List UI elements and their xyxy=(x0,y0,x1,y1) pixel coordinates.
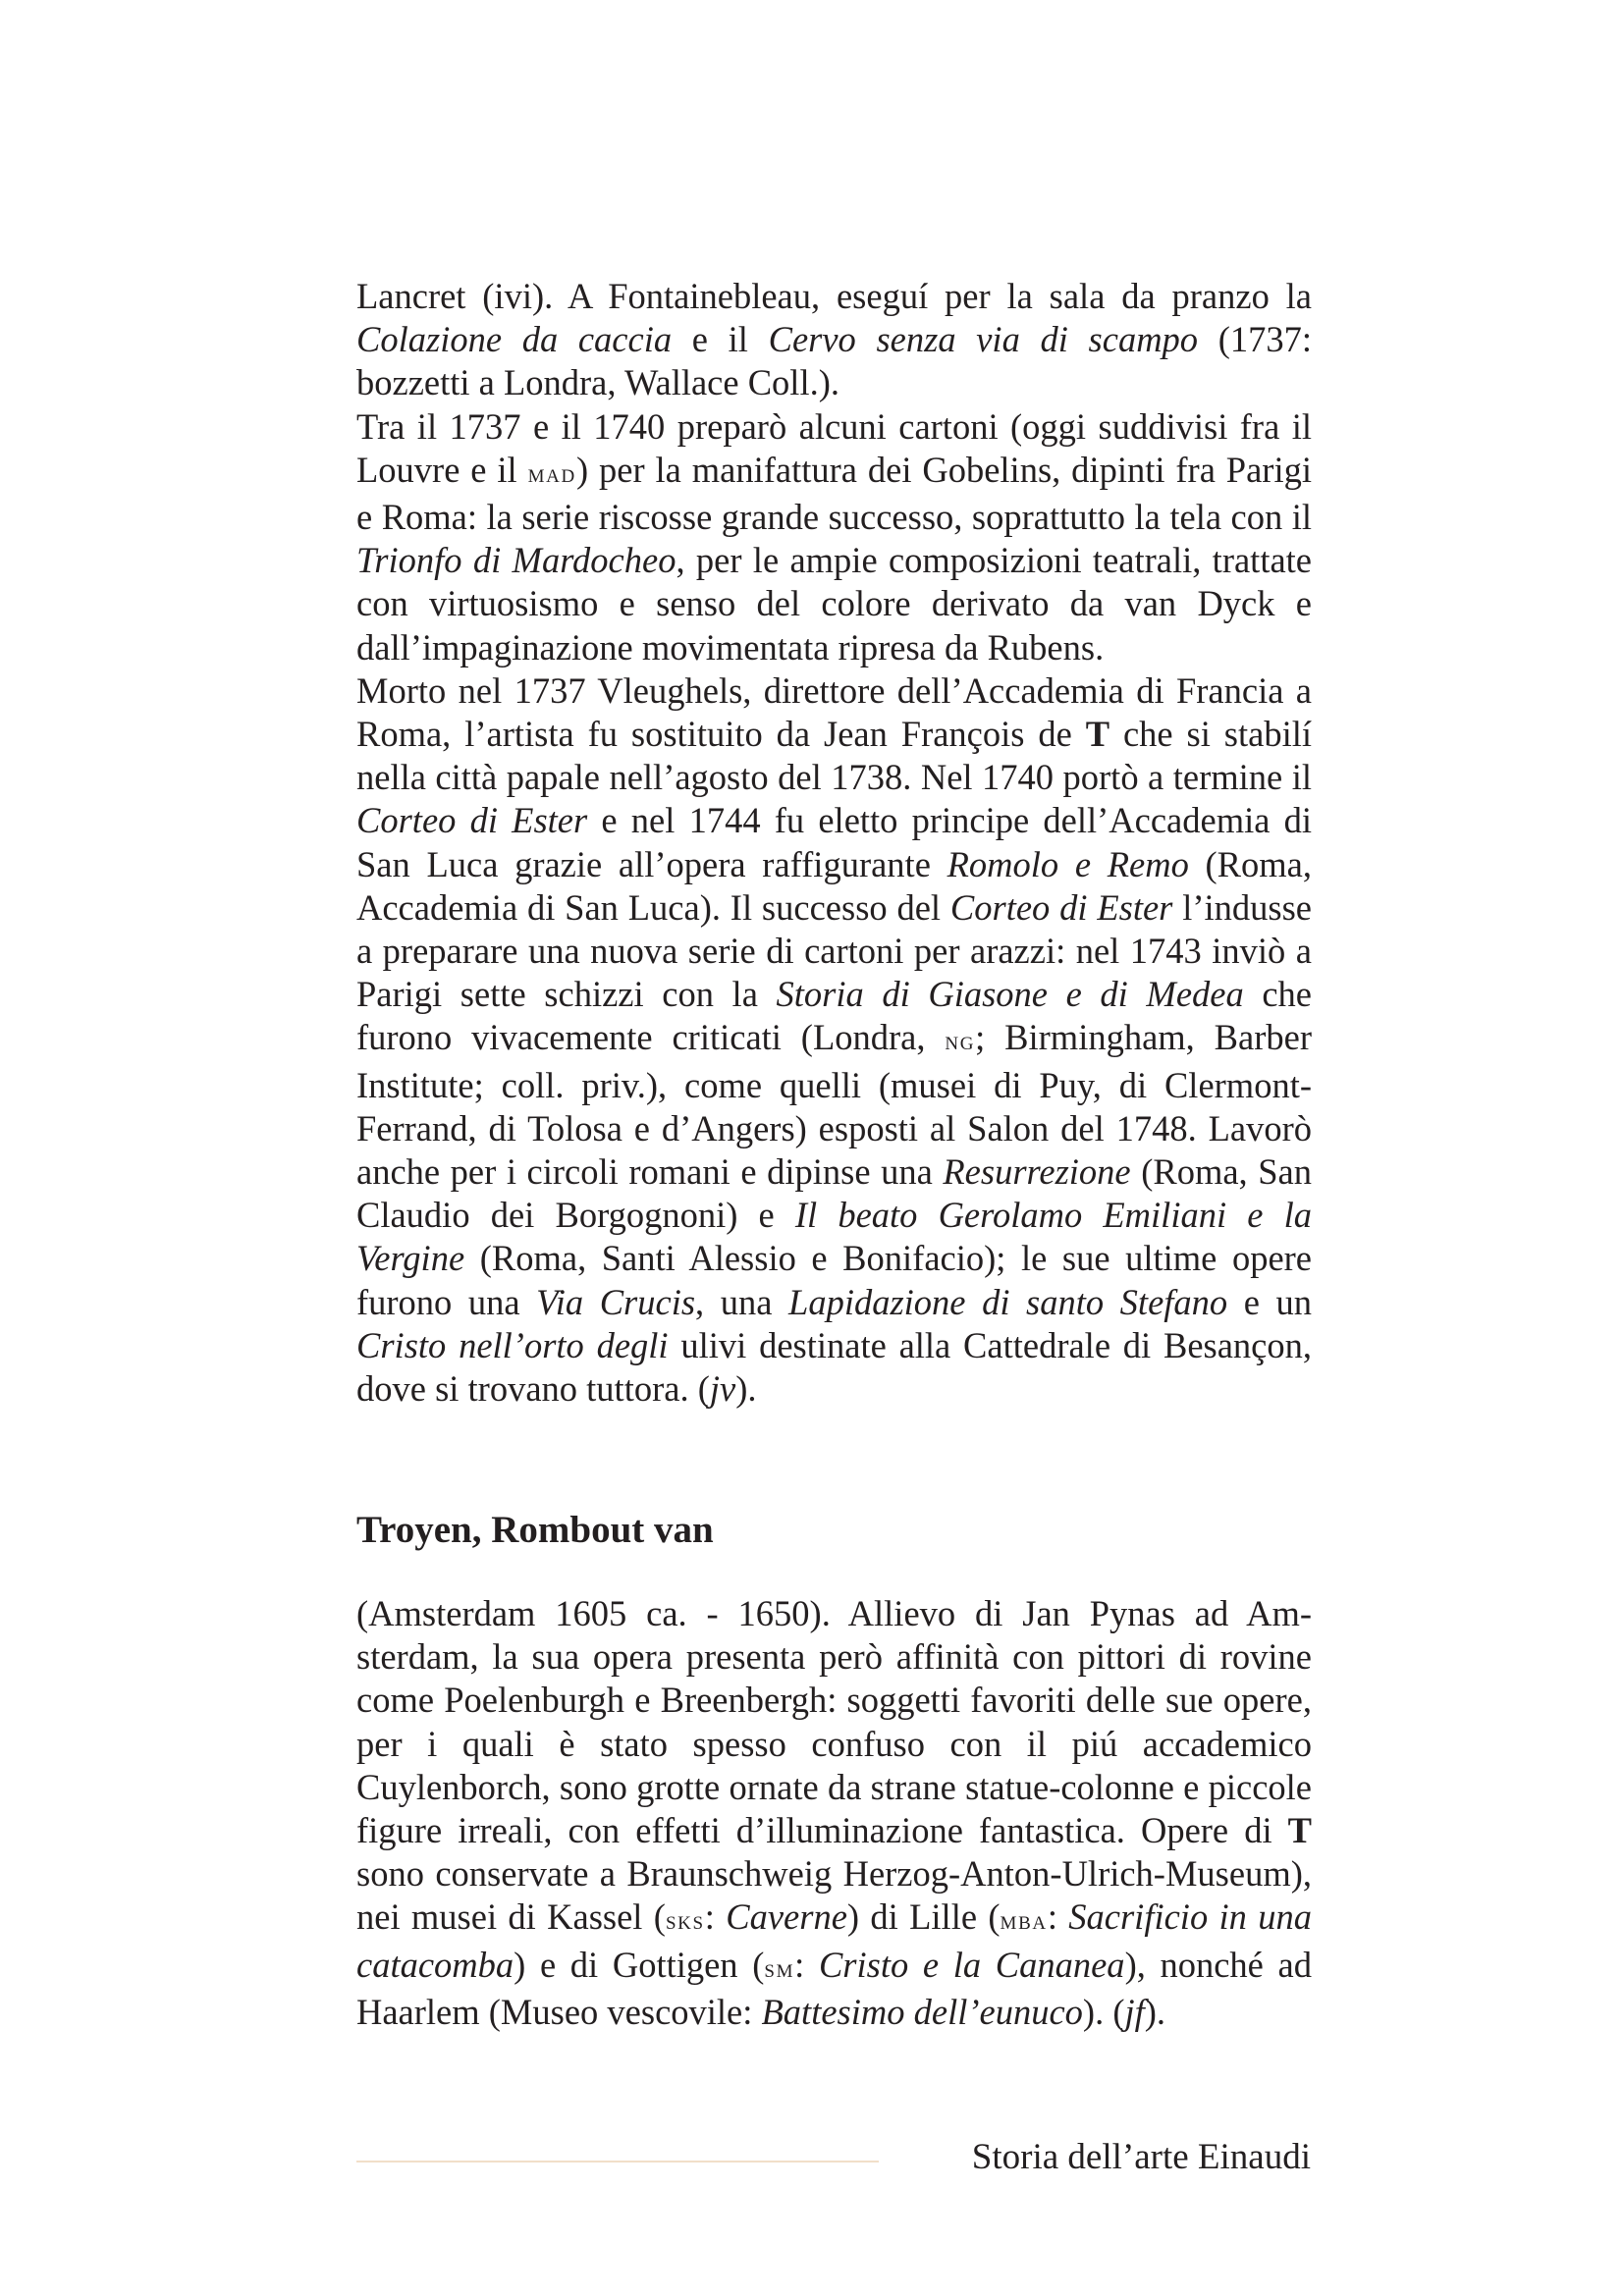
text-run: sono conservate a Braunschweig Herzog-Anton-Ulrich-Museum), nei musei di Kassel ( xyxy=(356,1853,1312,1938)
smallcaps-abbreviation: sm xyxy=(764,1952,795,1984)
paragraph-troyen-body xyxy=(356,1592,1312,2034)
italic-title: Via Crucis xyxy=(536,1281,696,1322)
text-run: e un xyxy=(1227,1281,1313,1322)
paragraph-fontainebleau xyxy=(356,275,1312,405)
text-run: ). ( xyxy=(1082,1991,1125,2032)
italic-title: Resurrezione xyxy=(943,1151,1131,1193)
bold-abbreviation: T xyxy=(1287,1810,1312,1851)
italic-title: Battesimo dell’eunuco xyxy=(761,1991,1083,2032)
text-run: Morto nel 1737 Vleughels, direttore dell’Accademia di Francia a Roma, l’artista fu sostituito da Jean François de xyxy=(356,669,1312,755)
italic-title: Romolo e Remo xyxy=(947,843,1189,884)
text-run: e nel 1744 fu eletto principe dell’Accademia di San Luca grazie all’opera raffigurante xyxy=(356,800,1313,884)
text-run: , per le ampie composizioni teatrali, trattate con virtuosismo e senso del colore derivato da van Dyck e dall’impaginazione movimentata ripresa da Rubens. xyxy=(356,540,1313,667)
paragraph-rome-academy xyxy=(356,669,1312,1411)
italic-title: Corteo di Ester xyxy=(949,886,1173,928)
text-run: , una xyxy=(695,1281,789,1322)
text-run: ). xyxy=(735,1368,757,1410)
text-run: (Roma, San Claudio dei Borgognoni) e xyxy=(356,1151,1312,1236)
text-run: : xyxy=(794,1944,819,1985)
text-run: ). xyxy=(1144,1991,1166,2032)
text-run: ; Birmingham, Barber Institute; coll. priv.), come quelli (musei di Puy, di Clermont-Ferrand, di Tolosa e d’Angers) esposti al Salon del 1748. Lavorò anche per i circoli romani e dipinse una xyxy=(356,1017,1312,1193)
text-run: ) per la manifattura dei Gobelins, dipinti fra Parigi e Roma: la serie riscosse grande successo, soprattutto la tela con il xyxy=(356,449,1312,538)
footer-publication-title: Storia dell’arte Einaudi xyxy=(971,2137,1311,2177)
text-run: ) e di Gottigen ( xyxy=(514,1944,765,1985)
text-run: l’indusse a preparare una nuova serie di cartoni per arazzi: nel 1743 inviò a Parigi sette schizzi con la xyxy=(356,886,1312,1015)
bold-abbreviation: T xyxy=(1085,714,1110,755)
text-run: Lancret (ivi). A Fontainebleau, eseguí per la sala da pranzo la xyxy=(356,276,1312,316)
entry-heading-troyen: Troyen, Rombout van xyxy=(356,1509,714,1551)
italic-title: Cervo senza via di scampo xyxy=(768,319,1199,360)
italic-title: Corteo di Ester xyxy=(356,800,588,841)
text-run: (Roma, Santi Alessio e Bonifacio); le sue ultime opere furono una xyxy=(356,1238,1312,1322)
text-run: che si stabilí nella città papale nell’agosto del 1738. Nel 1740 portò a termine il xyxy=(356,714,1312,798)
text-run: ulivi destinate alla Cattedrale di Besançon, dove si trovano tuttora. ( xyxy=(356,1324,1313,1410)
text-run: (1737: bozzetti a Londra, Wallace Coll.). xyxy=(356,319,1313,403)
italic-title: Trionfo di Mardocheo xyxy=(356,540,676,581)
italic-title: Il beato Gerolamo Emiliani e la Vergine xyxy=(356,1195,1312,1279)
italic-title: jv xyxy=(709,1368,736,1410)
smallcaps-abbreviation: mba xyxy=(1000,1905,1048,1937)
text-run: Tra il 1737 e il 1740 preparò alcuni cartoni (oggi suddivisi fra il Louvre e il xyxy=(356,405,1312,490)
italic-title: jf xyxy=(1124,1991,1145,2032)
italic-title: Storia di Giasone e di Medea xyxy=(776,974,1244,1015)
italic-title: Cristo e la Cananea xyxy=(818,1944,1125,1985)
paragraph-gobelins-cartoons xyxy=(356,405,1312,669)
entry-troyen xyxy=(356,1592,1312,2034)
text-run: ), nonché ad Haarlem (Museo vescovile: xyxy=(356,1944,1312,2032)
text-run: e il xyxy=(672,319,769,360)
italic-title: Sacrificio in una catacomba xyxy=(356,1896,1312,1985)
smallcaps-abbreviation: mad xyxy=(527,457,576,489)
entry-continuation xyxy=(356,275,1312,1411)
italic-title: Cristo nell’orto degli xyxy=(356,1324,669,1365)
smallcaps-abbreviation: sks xyxy=(665,1905,705,1937)
footer-rule xyxy=(356,2161,879,2163)
text-run: che furono vivacemente criticati (Londra, xyxy=(356,974,1312,1058)
text-run: : xyxy=(1047,1896,1069,1938)
italic-title: Caverne xyxy=(726,1896,847,1938)
text-run: (Amsterdam 1605 ca. - 1650). Allievo di Jan Pynas ad Amsterdam, la sua opera presenta però affinità con pittori di rovine come Poelenburgh e Breenbergh: soggetti favoriti delle sue opere, per i quali è stato spesso confuso con il piú accademico Cuylenborch, sono grotte ornate da strane statue-colonne e piccole figure irreali, con effetti d’illuminazione fantastica. Opere di xyxy=(356,1593,1312,1851)
italic-title: Colazione da caccia xyxy=(356,319,673,360)
text-run: : xyxy=(704,1896,727,1938)
text-run: ) di Lille ( xyxy=(846,1896,1001,1938)
smallcaps-abbreviation: ng xyxy=(945,1026,976,1057)
italic-title: Lapidazione di santo Stefano xyxy=(788,1281,1228,1322)
text-run: (Roma, Accademia di San Luca). Il successo del xyxy=(356,843,1312,928)
